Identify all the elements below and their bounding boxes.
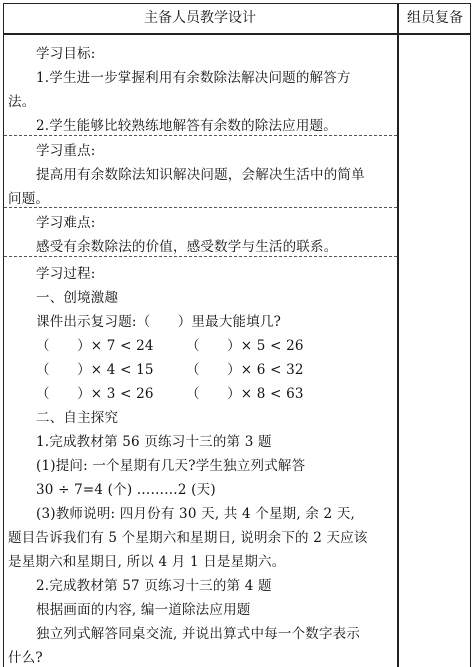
main-column-header: 主备人员教学设计: [144, 10, 256, 26]
difficulty-line-1: 感受有余数除法的价值，感受数学与生活的联系。: [36, 239, 338, 255]
section-divider: [4, 135, 397, 136]
objectives-heading: 学习目标:: [36, 46, 96, 62]
side-column-header: 组员复备: [407, 10, 463, 26]
review-prompt: 课件出示复习题:（ ）里最大能填几?: [36, 314, 282, 330]
section-divider: [4, 207, 397, 208]
exercise-right: （ ）× 8 < 63: [186, 386, 304, 402]
section-1-title: 一、创境激趣: [36, 290, 119, 306]
task-2-discussion-line-1: 独立列式解答同桌交流, 并说出算式中每一个数字表示: [36, 626, 361, 642]
objective-2: 2.学生能够比较熟练地解答有余数的除法应用题。: [36, 118, 337, 134]
header-divider: [3, 33, 471, 35]
key-points-line-1: 提高用有余数除法知识解决问题，会解决生活中的简单: [36, 167, 365, 183]
key-points-line-2: 问题。: [8, 191, 50, 207]
section-divider: [4, 256, 397, 257]
task-1-explanation-line-3: 是星期六和星期日, 所以 4 月 1 日是星期六。: [8, 554, 286, 570]
difficulty-heading: 学习难点:: [36, 215, 96, 231]
exercise-left: （ ）× 7 < 24: [36, 338, 154, 354]
task-2-instruction: 根据画面的内容, 编一道除法应用题: [36, 602, 251, 618]
task-2-title: 2.完成教材第 57 页练习十三的第 4 题: [36, 578, 272, 594]
task-2-discussion-line-2: 什么?: [8, 650, 43, 666]
exercise-right: （ ）× 6 < 32: [186, 362, 304, 378]
task-1-calculation: 30 ÷ 7=4 (个) ………2 (天): [36, 482, 216, 498]
task-1-title: 1.完成教材第 56 页练习十三的第 3 题: [36, 434, 272, 450]
exercise-left: （ ）× 4 < 15: [36, 362, 154, 378]
task-1-question: (1)提问: 一个星期有几天?学生独立列式解答: [36, 458, 306, 474]
exercise-right: （ ）× 5 < 26: [186, 338, 304, 354]
process-heading: 学习过程:: [36, 266, 96, 282]
column-divider: [397, 3, 399, 667]
objective-1-line-1: 1.学生进一步掌握利用有余数除法解决问题的解答方: [36, 70, 351, 86]
task-1-explanation-line-2: 题目告诉我们有 5 个星期六和星期日, 说明余下的 2 天应该: [8, 530, 368, 546]
exercise-left: （ ）× 3 < 26: [36, 386, 154, 402]
objective-1-line-2: 法。: [8, 94, 36, 110]
section-2-title: 二、自主探究: [36, 410, 119, 426]
task-1-explanation-line-1: (3)教师说明: 四月份有 30 天, 共 4 个星期, 余 2 天,: [36, 506, 356, 522]
key-points-heading: 学习重点:: [36, 143, 96, 159]
